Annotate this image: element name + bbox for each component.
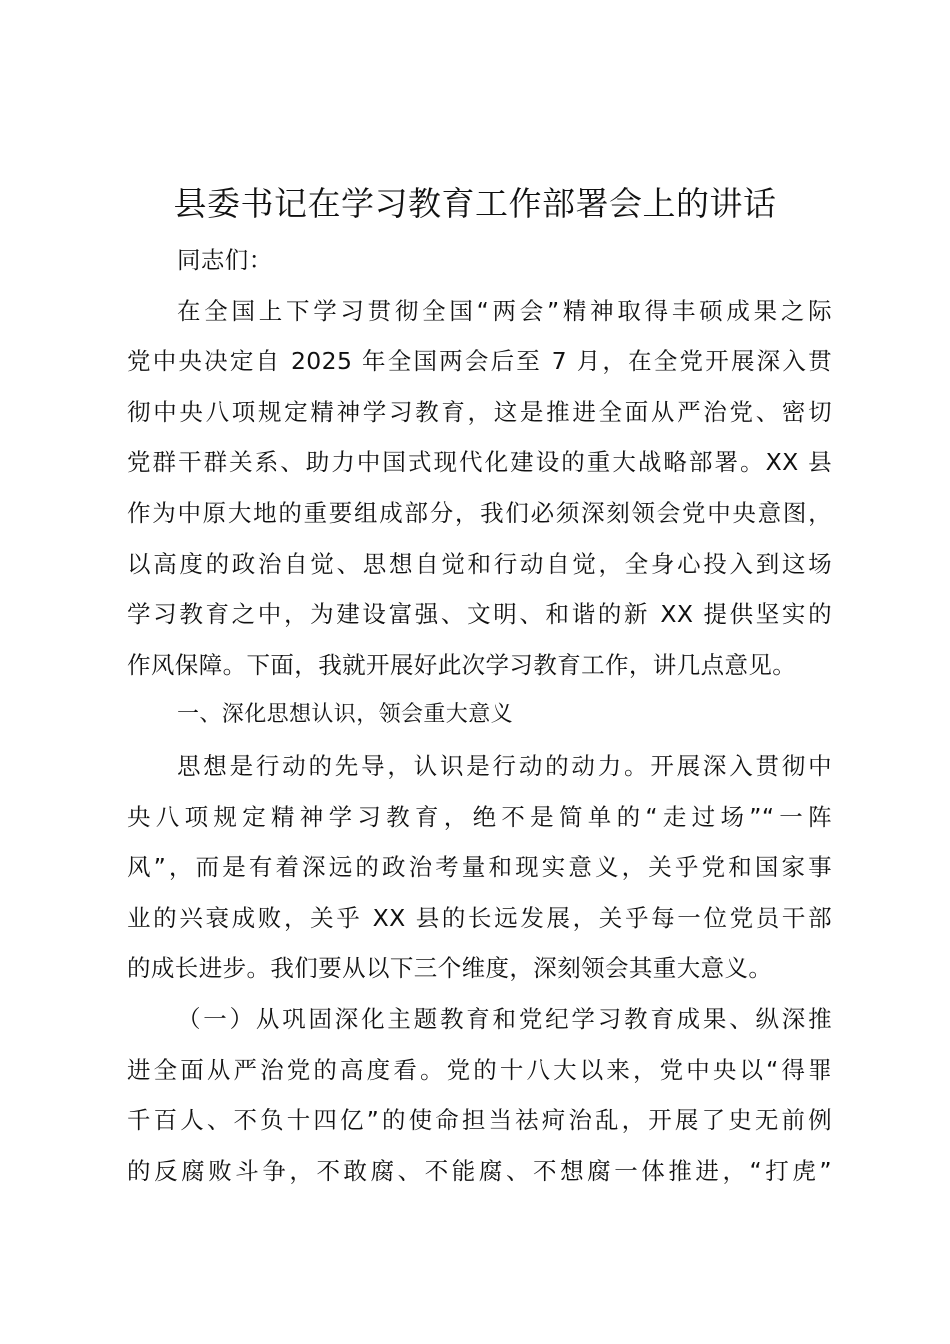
paragraph-2-line: 思想是行动的先导，认识是行动的动力。开展深入贯彻中 (177, 751, 832, 780)
paragraph-1-line: 党中央决定自 2025 年全国两会后至 7 月，在全党开展深入贯 (127, 347, 832, 376)
salutation: 同志们： (177, 246, 273, 274)
paragraph-2-line: 业的兴衰成败，关乎 XX 县的长远发展，关乎每一位党员干部 (127, 903, 832, 932)
paragraph-1-line: 学习教育之中，为建设富强、文明、和谐的新 XX 提供坚实的 (127, 600, 832, 629)
paragraph-1-line: 以高度的政治自觉、思想自觉和行动自觉，全身心投入到这场 (127, 549, 832, 578)
paragraph-1-line: 作为中原大地的重要组成部分，我们必须深刻领会党中央意图， (127, 498, 832, 527)
section-heading: 一、深化思想认识，领会重大意义 (177, 702, 514, 728)
paragraph-1-line: 党群干群关系、助力中国式现代化建设的重大战略部署。XX 县 (127, 448, 832, 477)
paragraph-3-line: 进全面从严治党的高度看。党的十八大以来，党中央以“得罪 (127, 1055, 832, 1084)
paragraph-3-line: 的反腐败斗争，不敢腐、不能腐、不想腐一体推进，“打虎” (127, 1156, 832, 1185)
paragraph-2-line: 央八项规定精神学习教育，绝不是简单的“走过场”“一阵 (127, 802, 832, 831)
paragraph-2-line: 的成长进步。我们要从以下三个维度，深刻领会其重大意义。 (127, 954, 773, 983)
paragraph-1-line: 在全国上下学习贯彻全国“两会”精神取得丰硕成果之际 (177, 296, 832, 325)
document-body (127, 235, 832, 1196)
document-title: 县委书记在学习教育工作部署会上的讲话 (173, 184, 777, 223)
paragraph-3-line: 千百人、不负十四亿”的使命担当祛疴治乱，开展了史无前例 (127, 1106, 832, 1135)
paragraph-2-line: 风”，而是有着深远的政治考量和现实意义，关乎党和国家事 (127, 853, 832, 882)
paragraph-3-line: （一）从巩固深化主题教育和党纪学习教育成果、纵深推 (177, 1004, 832, 1033)
paragraph-1-line: 彻中央八项规定精神学习教育，这是推进全面从严治党、密切 (127, 397, 832, 426)
paragraph-1-line: 作风保障。下面，我就开展好此次学习教育工作，讲几点意见。 (127, 650, 797, 679)
